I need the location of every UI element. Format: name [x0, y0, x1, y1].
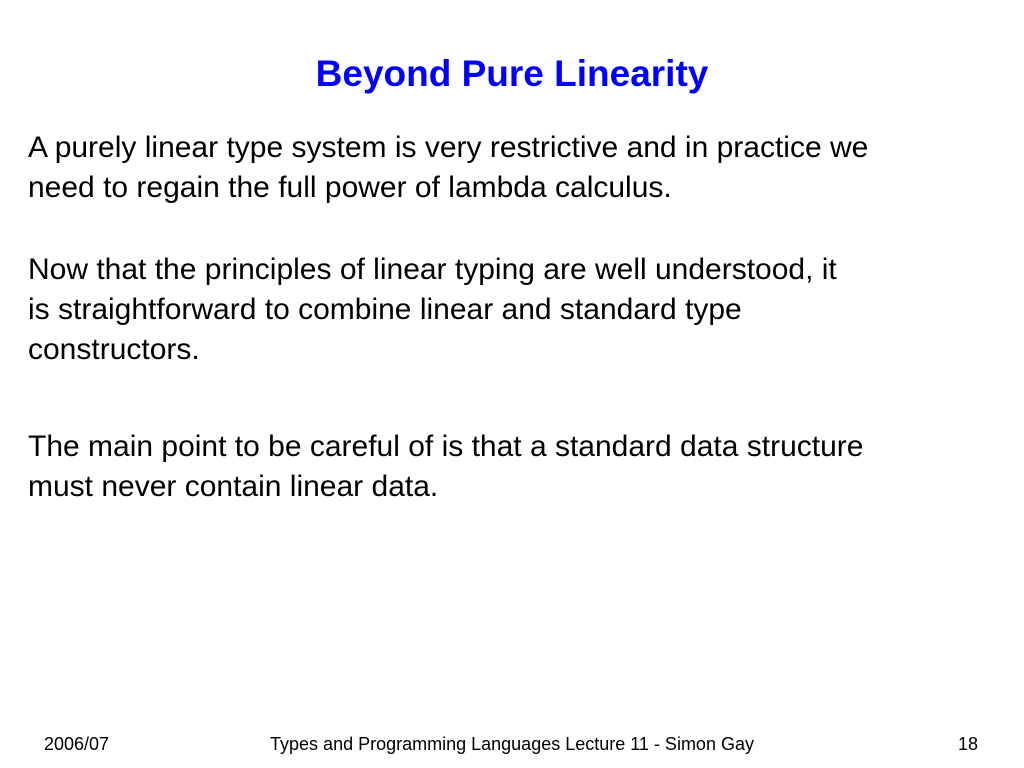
- paragraph-purely-linear: [28, 128, 998, 208]
- footer-course: Types and Programming Languages Lecture 11 - Simon Gay: [270, 734, 754, 754]
- paragraph-line: constructors.: [28, 333, 200, 366]
- footer-date: 2006/07: [44, 734, 110, 754]
- paragraph-line: need to regain the full power of lambda calculus.: [28, 171, 672, 204]
- footer-page-number: 18: [958, 734, 979, 754]
- paragraph-line: is straightforward to combine linear and standard type: [28, 293, 742, 326]
- slide-title: Beyond Pure Linearity: [315, 53, 709, 94]
- paragraph-line: Now that the principles of linear typing are well understood, it: [28, 253, 837, 286]
- paragraph-main-point: [28, 427, 998, 507]
- paragraph-linear-typing-principles: [28, 250, 998, 370]
- paragraph-line: must never contain linear data.: [28, 470, 439, 503]
- paragraph-line: A purely linear type system is very restrictive and in practice we: [28, 131, 869, 164]
- paragraph-line: The main point to be careful of is that a standard data structure: [28, 430, 864, 463]
